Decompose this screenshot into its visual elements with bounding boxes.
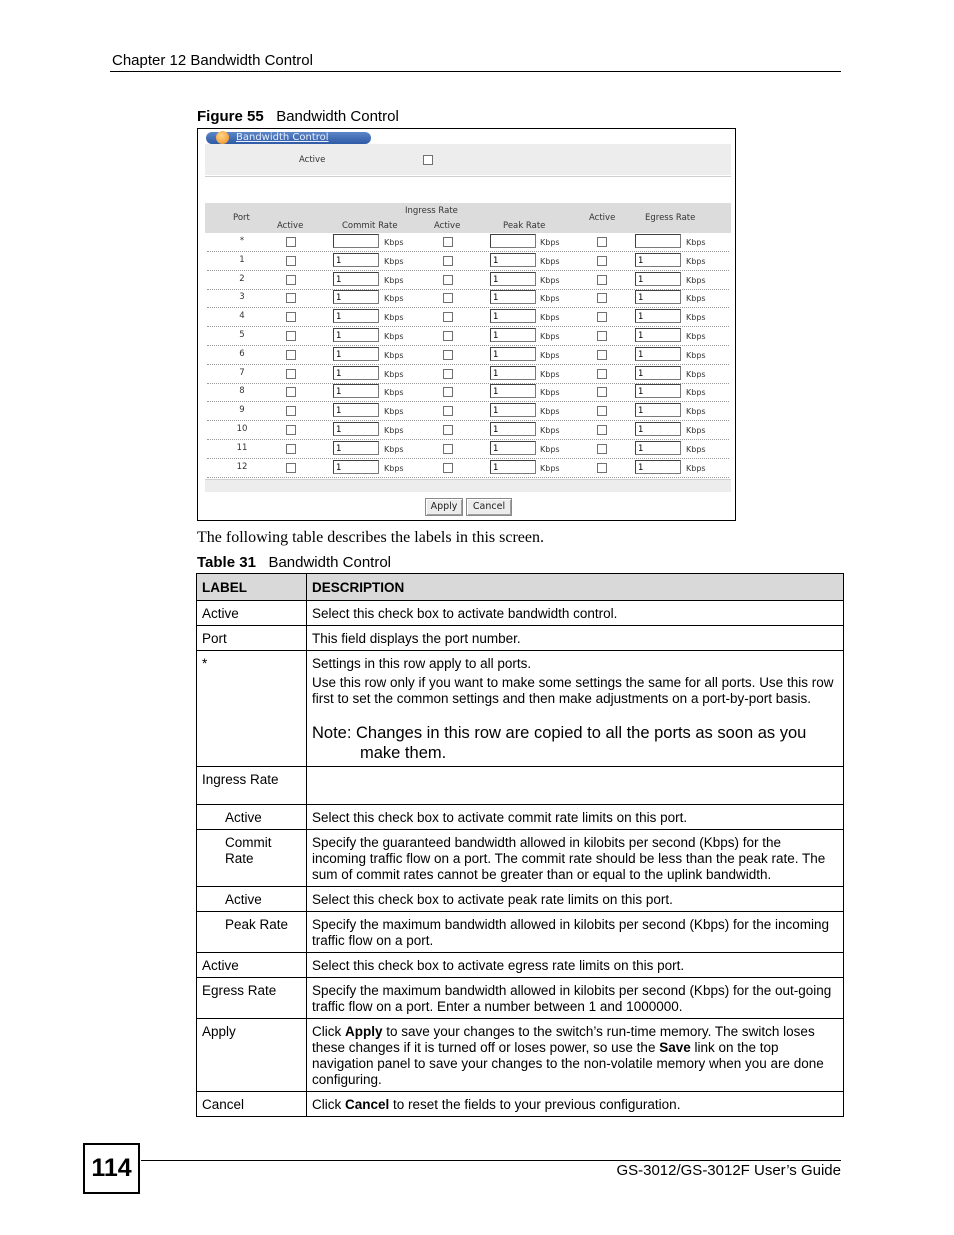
row-description [307,651,844,767]
port-number: * [239,236,245,246]
row-label: Egress Rate [197,978,307,1019]
commit-rate-input[interactable]: 1 [333,309,379,323]
row-divider [207,270,729,271]
peak-unit: Kbps [540,238,560,247]
peak-unit: Kbps [540,313,560,322]
peak-active-checkbox[interactable] [443,369,453,379]
table-row [197,601,844,626]
col-active-commit: Active [277,221,304,231]
description-table [196,573,844,1117]
peak-rate-input[interactable]: 1 [490,328,536,342]
cancel-desc-c: to reset the fields to your previous configuration. [389,1097,681,1112]
commit-active-checkbox[interactable] [286,369,296,379]
peak-unit: Kbps [540,407,560,416]
cancel-button[interactable]: Cancel [466,498,512,516]
chapter-title: Chapter 12 Bandwidth Control [112,52,313,69]
row-description [307,767,844,805]
bandwidth-control-screen [197,128,736,521]
egress-active-checkbox[interactable] [597,275,607,285]
port-number: 2 [239,274,245,284]
peak-rate-input[interactable]: 1 [490,347,536,361]
egress-rate-input[interactable]: 1 [635,460,681,474]
save-desc-bold: Save [659,1040,691,1055]
peak-active-checkbox[interactable] [443,425,453,435]
apply-desc-c: to save your changes to the switch’s run-time memory. The switch loses these changes if it is turned off or loses power, so use the [312,1024,815,1055]
peak-rate-input[interactable] [490,234,536,248]
header-label: LABEL [197,574,307,601]
egress-unit: Kbps [686,313,706,322]
peak-active-checkbox[interactable] [443,444,453,454]
egress-rate-input[interactable] [635,234,681,248]
commit-rate-input[interactable]: 1 [333,441,379,455]
egress-rate-input[interactable]: 1 [635,347,681,361]
bottom-band [205,479,731,492]
peak-unit: Kbps [540,426,560,435]
peak-unit: Kbps [540,294,560,303]
row-divider [207,326,729,327]
commit-rate-input[interactable]: 1 [333,272,379,286]
col-peak-rate: Peak Rate [503,221,546,231]
port-number: 10 [236,424,248,434]
table-row [197,1092,844,1117]
row-divider [207,477,729,478]
table-header-row [197,574,844,601]
peak-rate-input[interactable]: 1 [490,403,536,417]
peak-active-checkbox[interactable] [443,237,453,247]
egress-unit: Kbps [686,370,706,379]
row-description: Select this check box to activate commit rate limits on this port. [307,805,844,830]
peak-active-checkbox[interactable] [443,312,453,322]
commit-active-checkbox[interactable] [286,444,296,454]
commit-active-checkbox[interactable] [286,275,296,285]
commit-active-checkbox[interactable] [286,387,296,397]
intro-text: The following table describes the labels in this screen. [197,529,545,546]
egress-active-checkbox[interactable] [597,387,607,397]
peak-active-checkbox[interactable] [443,275,453,285]
port-number: 5 [239,330,245,340]
egress-rate-input[interactable]: 1 [635,309,681,323]
row-label: * [197,651,307,767]
row-description: Select this check box to activate peak rate limits on this port. [307,887,844,912]
commit-active-checkbox[interactable] [286,312,296,322]
col-port: Port [233,213,250,223]
peak-rate-input[interactable]: 1 [490,384,536,398]
egress-rate-input[interactable]: 1 [635,272,681,286]
commit-rate-input[interactable]: 1 [333,347,379,361]
commit-unit: Kbps [384,445,404,454]
table-row [197,626,844,651]
port-number: 4 [239,311,245,321]
commit-rate-input[interactable] [333,234,379,248]
table-row [197,978,844,1019]
figure-caption-title: Bandwidth Control [276,108,399,125]
egress-rate-input[interactable]: 1 [635,384,681,398]
egress-rate-input[interactable]: 1 [635,328,681,342]
peak-rate-input[interactable]: 1 [490,422,536,436]
row-description: Select this check box to activate egress rate limits on this port. [307,953,844,978]
port-number: 11 [236,443,248,453]
peak-unit: Kbps [540,388,560,397]
row-divider [207,307,729,308]
commit-unit: Kbps [384,370,404,379]
figure-caption-label: Figure 55 [197,108,264,125]
commit-unit: Kbps [384,313,404,322]
egress-active-checkbox[interactable] [597,312,607,322]
egress-active-checkbox[interactable] [597,369,607,379]
row-divider [207,345,729,346]
commit-rate-input[interactable]: 1 [333,253,379,267]
port-number: 1 [239,255,245,265]
table-row [197,805,844,830]
peak-rate-input[interactable]: 1 [490,460,536,474]
egress-unit: Kbps [686,351,706,360]
egress-unit: Kbps [686,388,706,397]
peak-rate-input[interactable]: 1 [490,272,536,286]
port-number: 6 [239,349,245,359]
egress-unit: Kbps [686,464,706,473]
row-divider [207,401,729,402]
egress-rate-input[interactable]: 1 [635,290,681,304]
table-row [197,767,844,805]
cancel-desc-a: Click [312,1097,345,1112]
egress-active-checkbox[interactable] [597,425,607,435]
peak-rate-input[interactable]: 1 [490,290,536,304]
peak-unit: Kbps [540,351,560,360]
row-description: Select this check box to activate bandwidth control. [307,601,844,626]
row-description: Specify the maximum bandwidth allowed in kilobits per second (Kbps) for the incoming traffic flow on a port. [307,912,844,953]
row-label: Commit Rate [197,830,307,887]
table-caption [197,554,391,571]
row-description: This field displays the port number. [307,626,844,651]
peak-unit: Kbps [540,276,560,285]
peak-active-checkbox[interactable] [443,331,453,341]
row-divider [207,420,729,421]
egress-active-checkbox[interactable] [597,406,607,416]
apply-desc-e: link on the top navigation panel to save your changes to the non-volatile memory when you are done configuring. [312,1040,824,1087]
guide-title: GS-3012/GS-3012F User’s Guide [616,1162,841,1179]
egress-active-checkbox[interactable] [597,293,607,303]
commit-rate-input[interactable]: 1 [333,366,379,380]
commit-active-checkbox[interactable] [286,331,296,341]
port-number: 8 [239,386,245,396]
egress-unit: Kbps [686,332,706,341]
table-row [197,887,844,912]
peak-active-checkbox[interactable] [443,406,453,416]
commit-unit: Kbps [384,426,404,435]
col-ingress-rate: Ingress Rate [405,206,458,216]
apply-desc-a: Click [312,1024,345,1039]
cancel-desc-bold: Cancel [345,1097,390,1112]
peak-unit: Kbps [540,370,560,379]
egress-unit: Kbps [686,426,706,435]
egress-unit: Kbps [686,407,706,416]
egress-active-checkbox[interactable] [597,256,607,266]
row-description: Specify the maximum bandwidth allowed in kilobits per second (Kbps) for the out-going traffic flow on a port. Enter a number between 1 and 1000000. [307,978,844,1019]
col-egress-rate: Egress Rate [645,213,696,223]
port-number: 12 [236,462,248,472]
egress-rate-input[interactable]: 1 [635,403,681,417]
egress-active-checkbox[interactable] [597,463,607,473]
col-active-peak: Active [434,221,461,231]
commit-unit: Kbps [384,407,404,416]
row-label: Cancel [197,1092,307,1117]
commit-active-checkbox[interactable] [286,463,296,473]
row-label: Apply [197,1019,307,1092]
active-checkbox[interactable] [423,155,433,165]
table-row [197,953,844,978]
apply-desc-bold: Apply [345,1024,383,1039]
egress-rate-input[interactable]: 1 [635,422,681,436]
header-rule [110,71,841,72]
row-divider [207,364,729,365]
row-label: Peak Rate [197,912,307,953]
commit-rate-input[interactable]: 1 [333,290,379,304]
commit-unit: Kbps [384,351,404,360]
egress-rate-input[interactable]: 1 [635,366,681,380]
row-description [307,1019,844,1092]
port-number: 9 [239,405,245,415]
commit-unit: Kbps [384,464,404,473]
row-label: Active [197,805,307,830]
commit-active-checkbox[interactable] [286,293,296,303]
commit-active-checkbox[interactable] [286,256,296,266]
egress-active-checkbox[interactable] [597,350,607,360]
egress-unit: Kbps [686,276,706,285]
peak-active-checkbox[interactable] [443,293,453,303]
table-row [197,830,844,887]
peak-active-checkbox[interactable] [443,256,453,266]
egress-rate-input[interactable]: 1 [635,253,681,267]
commit-active-checkbox[interactable] [286,406,296,416]
row-label: Active [197,601,307,626]
egress-unit: Kbps [686,257,706,266]
row-description [307,1092,844,1117]
star-desc-line1: Settings in this row apply to all ports. [312,656,532,671]
active-label: Active [299,155,326,165]
row-label: Port [197,626,307,651]
egress-unit: Kbps [686,294,706,303]
row-divider [207,458,729,459]
screen-title: Bandwidth Control [206,132,371,144]
table-row [197,912,844,953]
row-label: Active [197,953,307,978]
star-note: Note: Changes in this row are copied to all the ports as soon as you make them. [312,724,807,762]
commit-unit: Kbps [384,332,404,341]
commit-rate-input[interactable]: 1 [333,460,379,474]
orange-dot-icon [216,131,229,144]
commit-unit: Kbps [384,257,404,266]
row-label: Active [197,887,307,912]
figure-caption [197,108,399,125]
commit-active-checkbox[interactable] [286,237,296,247]
commit-rate-input[interactable]: 1 [333,403,379,417]
egress-unit: Kbps [686,445,706,454]
table-row [197,1019,844,1092]
col-active-egress: Active [589,213,616,223]
peak-unit: Kbps [540,445,560,454]
apply-button[interactable]: Apply [425,498,463,516]
peak-unit: Kbps [540,332,560,341]
port-number: 3 [239,292,245,302]
row-divider [207,439,729,440]
port-number: 7 [239,368,245,378]
peak-rate-input[interactable]: 1 [490,366,536,380]
commit-active-checkbox[interactable] [286,425,296,435]
peak-active-checkbox[interactable] [443,350,453,360]
peak-rate-input[interactable]: 1 [490,253,536,267]
egress-active-checkbox[interactable] [597,331,607,341]
star-desc-line2: Use this row only if you want to make some settings the same for all ports. Use this row first to set the common settings and then make adjustments on a port-by-port basis. [312,675,834,706]
table-row [197,651,844,767]
commit-unit: Kbps [384,294,404,303]
band-divider [205,176,731,177]
row-label: Ingress Rate [197,767,307,805]
peak-rate-input[interactable]: 1 [490,309,536,323]
commit-unit: Kbps [384,388,404,397]
active-band [205,144,731,175]
commit-rate-input[interactable]: 1 [333,328,379,342]
header-description: DESCRIPTION [307,574,844,601]
col-commit-rate: Commit Rate [342,221,398,231]
row-divider [207,251,729,252]
egress-unit: Kbps [686,238,706,247]
commit-rate-input[interactable]: 1 [333,422,379,436]
commit-unit: Kbps [384,276,404,285]
peak-active-checkbox[interactable] [443,463,453,473]
peak-unit: Kbps [540,464,560,473]
peak-active-checkbox[interactable] [443,387,453,397]
commit-active-checkbox[interactable] [286,350,296,360]
egress-active-checkbox[interactable] [597,237,607,247]
peak-unit: Kbps [540,257,560,266]
footer-rule [141,1160,841,1161]
table-caption-label: Table 31 [197,554,256,571]
commit-rate-input[interactable]: 1 [333,384,379,398]
commit-unit: Kbps [384,238,404,247]
egress-rate-input[interactable]: 1 [635,441,681,455]
table-caption-title: Bandwidth Control [268,554,392,571]
row-description: Specify the guaranteed bandwidth allowed in kilobits per second (Kbps) for the incoming traffic flow on a port. The commit rate should be less than the peak rate. The sum of commit rates cannot be greater than or equal to the uplink bandwidth. [307,830,844,887]
egress-active-checkbox[interactable] [597,444,607,454]
peak-rate-input[interactable]: 1 [490,441,536,455]
page-number: 114 [83,1143,140,1194]
